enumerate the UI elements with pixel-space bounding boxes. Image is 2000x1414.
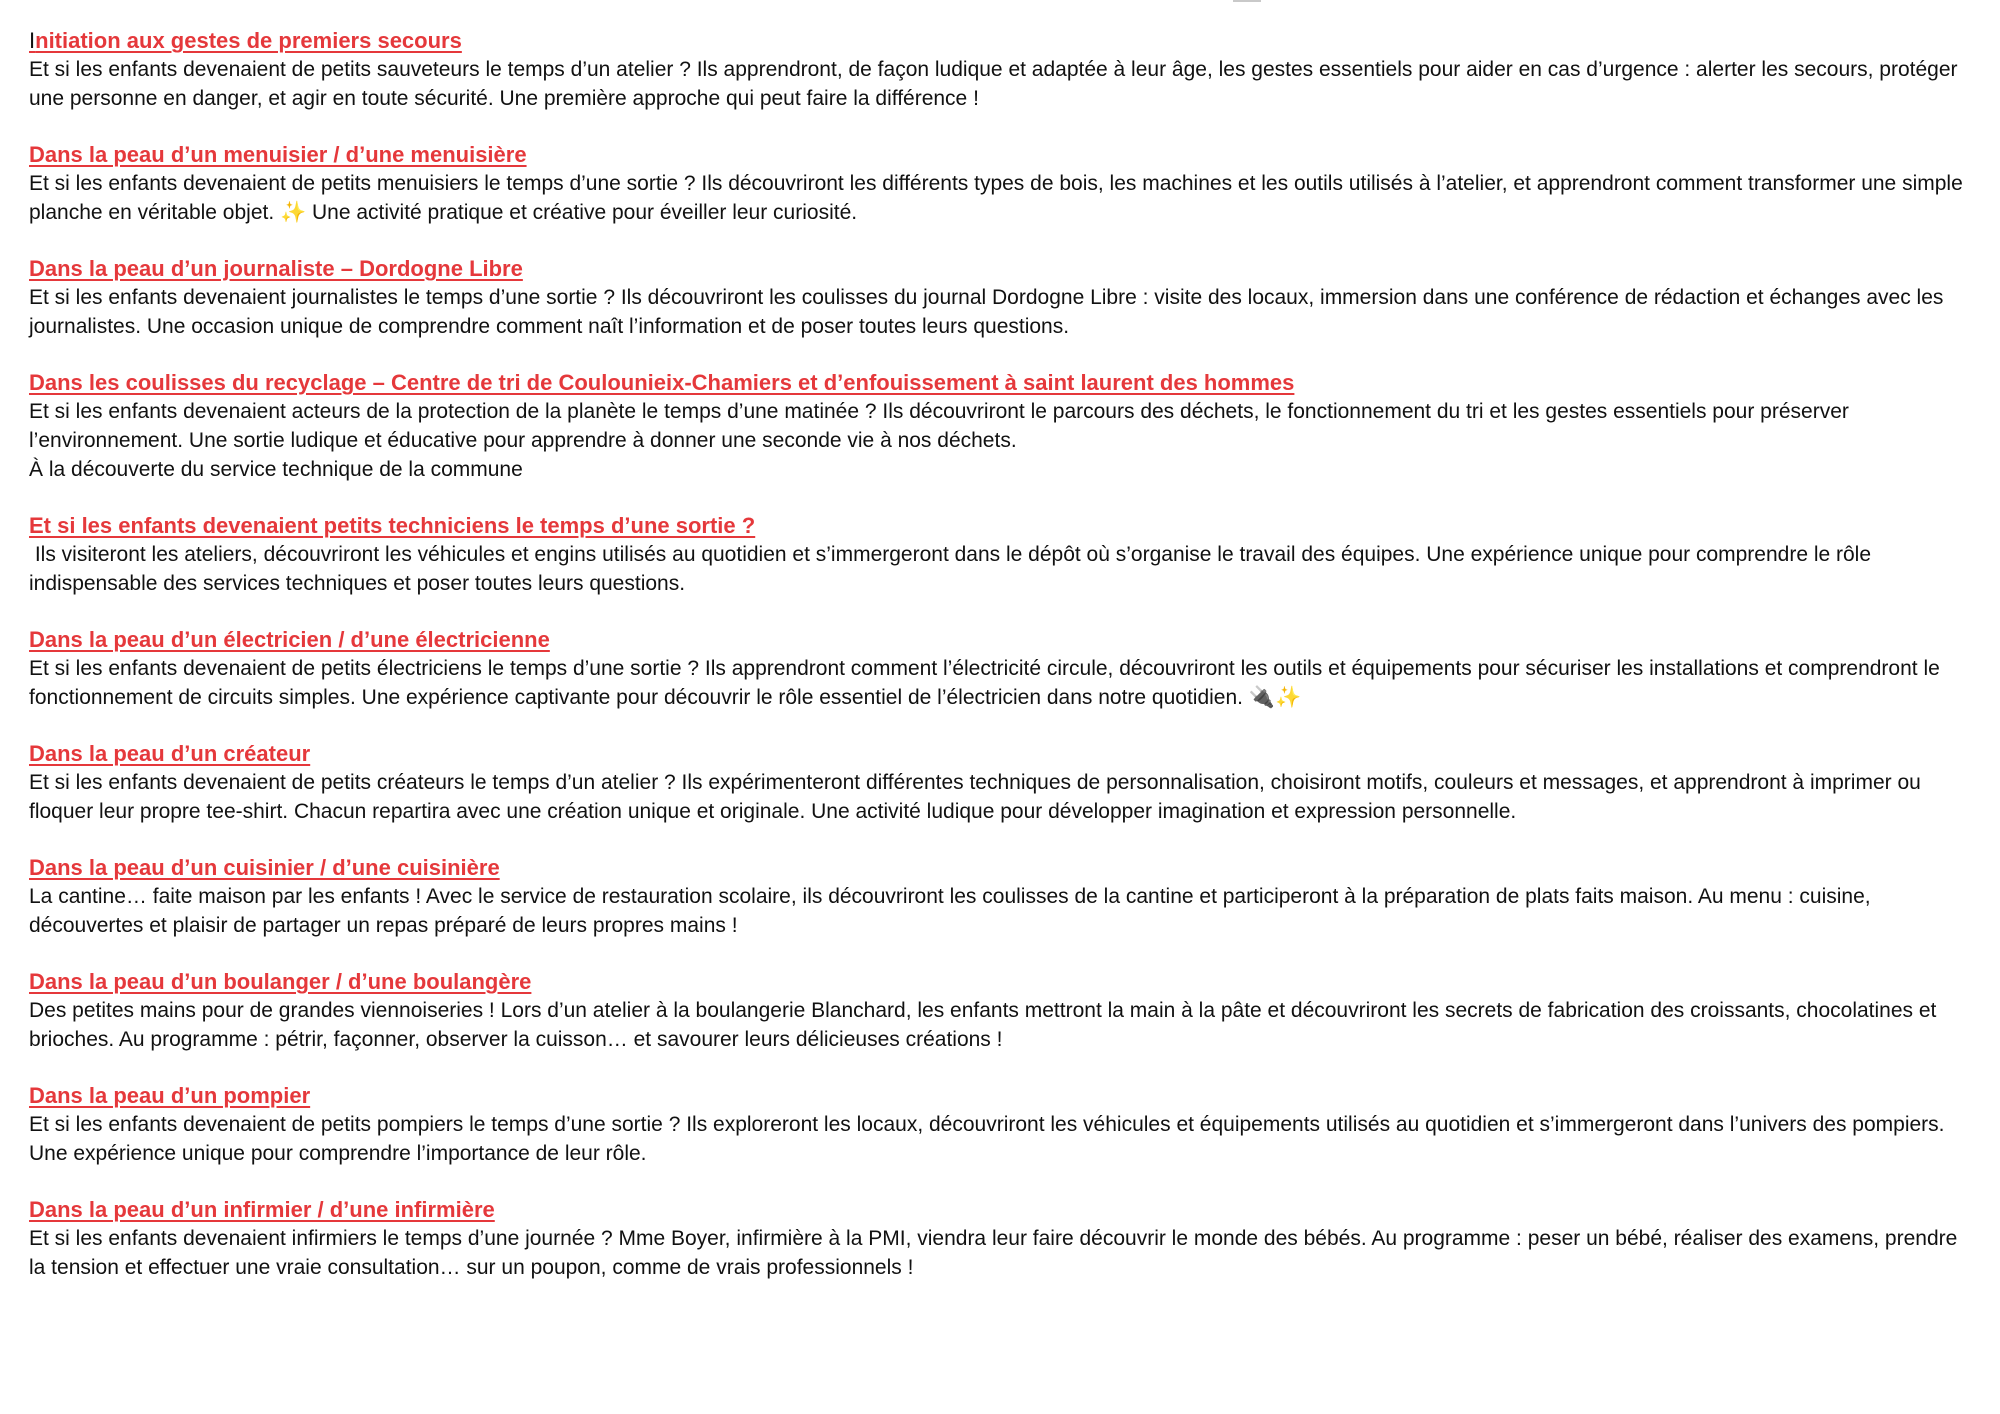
section-title: Dans la peau d’un créateur bbox=[29, 741, 311, 766]
activities-document bbox=[29, 26, 1979, 1309]
section-recyclage bbox=[29, 368, 1979, 484]
section-title-lead: I bbox=[29, 28, 36, 53]
page-top-mark bbox=[1233, 0, 1261, 2]
section-infirmier bbox=[29, 1195, 1979, 1282]
section-title: Dans la peau d’un boulanger / d’une boulangère bbox=[29, 969, 532, 994]
section-extra-line: À la découverte du service technique de la commune bbox=[29, 458, 523, 481]
section-boulanger bbox=[29, 967, 1979, 1054]
section-title-text: nitiation aux gestes de premiers secours bbox=[35, 28, 462, 53]
section-pompier bbox=[29, 1081, 1979, 1168]
section-title: Dans la peau d’un journaliste – Dordogne Libre bbox=[29, 256, 523, 281]
section-description: La cantine… faite maison par les enfants ! Avec le service de restauration scolaire, ils découvriront les coulisses de la cantine et participeront à la préparation de plats faits maison. Au menu : cuisine, découvertes et plaisir de partager un repas préparé de leurs propres mains ! bbox=[29, 885, 1871, 937]
section-title: Dans la peau d’un menuisier / d’une menuisière bbox=[29, 142, 527, 167]
section-description: Ils visiteront les ateliers, découvriront les véhicules et engins utilisés au quotidien et s’immergeront dans le dépôt où s’organise le travail des équipes. Une expérience unique pour comprendre le rôle indispensable des services techniques et poser toutes leurs questions. bbox=[29, 543, 1877, 595]
section-cuisinier bbox=[29, 853, 1979, 940]
section-title: Dans la peau d’un pompier bbox=[29, 1083, 311, 1108]
section-title: Dans la peau d’un cuisinier / d’une cuisinière bbox=[29, 855, 500, 880]
section-description: Et si les enfants devenaient de petits sauveteurs le temps d’un atelier ? Ils apprendront, de façon ludique et adaptée à leur âge, les gestes essentiels pour aider en cas d’urgence : alerter les secours, protéger une personne en danger, et agir en toute sécurité. Une première approche qui peut faire la différence ! bbox=[29, 58, 1958, 110]
section-title: Et si les enfants devenaient petits techniciens le temps d’une sortie ? bbox=[29, 513, 756, 538]
section-title: Dans la peau d’un électricien / d’une électricienne bbox=[29, 627, 550, 652]
section-description: Et si les enfants devenaient journalistes le temps d’une sortie ? Ils découvriront les coulisses du journal Dordogne Libre : visite des locaux, immersion dans une conférence de rédaction et échanges avec les journalistes. Une occasion unique de comprendre comment naît l’information et de poser toutes leurs questions. bbox=[29, 286, 1944, 338]
section-createur bbox=[29, 739, 1979, 826]
section-description: Et si les enfants devenaient de petits menuisiers le temps d’une sortie ? Ils découvriront les différents types de bois, les machines et les outils utilisés à l’atelier, et apprendront comment transformer une simple planche en véritable objet. ✨ Une activité pratique et créative pour éveiller leur curiosité. bbox=[29, 172, 1963, 224]
section-title: Dans les coulisses du recyclage – Centre de tri de Coulounieix-Chamiers et d’enfouissement à saint laurent des hommes bbox=[29, 370, 1295, 395]
section-journaliste bbox=[29, 254, 1979, 341]
section-electricien bbox=[29, 625, 1979, 712]
section-description: Des petites mains pour de grandes viennoiseries ! Lors d’un atelier à la boulangerie Blanchard, les enfants mettront la main à la pâte et découvriront les secrets de fabrication des croissants, chocolatines et brioches. Au programme : pétrir, façonner, observer la cuisson… et savourer leurs délicieuses créations ! bbox=[29, 999, 1937, 1051]
section-description: Et si les enfants devenaient infirmiers le temps d’une journée ? Mme Boyer, infirmière à la PMI, viendra leur faire découvrir le monde des bébés. Au programme : peser un bébé, réaliser des examens, prendre la tension et effectuer une vraie consultation… sur un poupon, comme de vrais professionnels ! bbox=[29, 1227, 1958, 1279]
section-description: Et si les enfants devenaient de petits électriciens le temps d’une sortie ? Ils apprendront comment l’électricité circule, découvriront les outils et équipements pour sécuriser les installations et comprendront le fonctionnement de circuits simples. Une expérience captivante pour découvrir le rôle essentiel de l’électricien dans notre quotidien. 🔌✨ bbox=[29, 657, 1940, 709]
section-premiers-secours bbox=[29, 26, 1979, 113]
section-description: Et si les enfants devenaient de petits pompiers le temps d’une sortie ? Ils exploreront les locaux, découvriront les véhicules et équipements utilisés au quotidien et s’immergeront dans l’univers des pompiers. Une expérience unique pour comprendre l’importance de leur rôle. bbox=[29, 1113, 1945, 1165]
section-title bbox=[29, 26, 1979, 55]
section-description: Et si les enfants devenaient de petits créateurs le temps d’un atelier ? Ils expérimenteront différentes techniques de personnalisation, choisiront motifs, couleurs et messages, et apprendront à imprimer ou floquer leur propre tee-shirt. Chacun repartira avec une création unique et originale. Une activité ludique pour développer imagination et expression personnelle. bbox=[29, 771, 1921, 823]
section-description: Et si les enfants devenaient acteurs de la protection de la planète le temps d’une matinée ? Ils découvriront le parcours des déchets, le fonctionnement du tri et les gestes essentiels pour préserver l’environnement. Une sortie ludique et éducative pour apprendre à donner une seconde vie à nos déchets. bbox=[29, 400, 1849, 452]
section-techniciens bbox=[29, 511, 1979, 598]
section-title: Dans la peau d’un infirmier / d’une infirmière bbox=[29, 1197, 495, 1222]
section-menuisier bbox=[29, 140, 1979, 227]
